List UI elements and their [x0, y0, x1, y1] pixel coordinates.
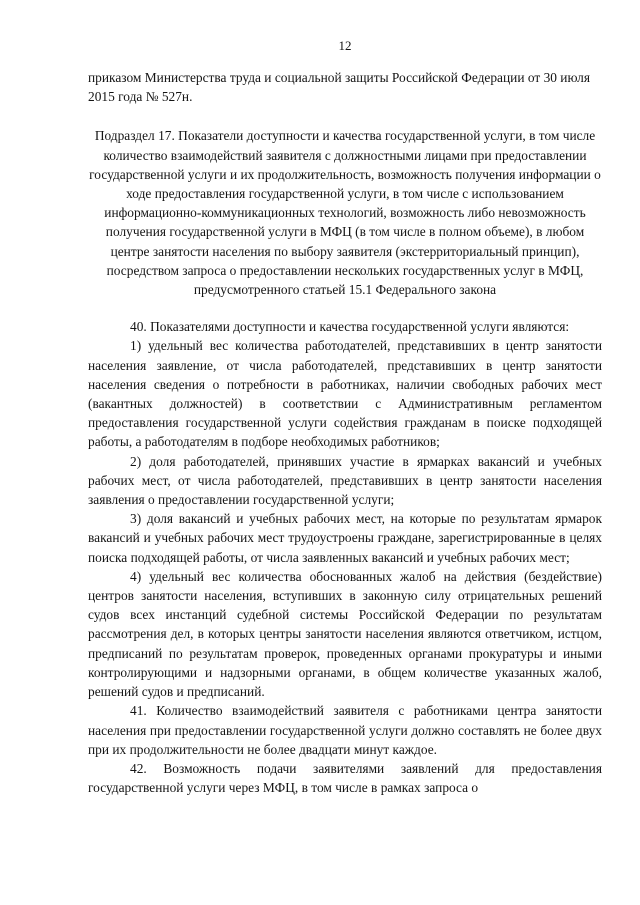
paragraph-40-item-2: 2) доля работодателей, принявших участие в ярмарках вакансий и учебных рабочих мест, от числа работодателей, представивших в центр занятости населения заявления о предоставлении государственной услуги;	[88, 453, 602, 508]
paragraph-41: 41. Количество взаимодействий заявителя с работниками центра занятости населения при предоставлении государственной услуги должно составлять не более двух при их продолжительности не более двадцати минут каждое.	[88, 703, 602, 757]
paragraph-40-item-1: 1) удельный вес количества работодателей, представивших в центр занятости населения заявление, от числа работодателей, представивших в центр занятости населения сведения о потребности в работниках, наличии свободных рабочих мест (вакантных должностей) в соответствии с Административным регламентом предоставления государственной услуги содействия гражданам в поиске подходящей работы, а работодателям в подборе необходимых работников;	[88, 338, 602, 450]
paragraph-40: 40. Показателями доступности и качества государственной услуги являются:	[130, 319, 570, 335]
paragraph-42: 42. Возможность подачи заявителями заявлений для предоставления государственной услуги через МФЦ, в том числе в рамках запроса о	[88, 760, 602, 796]
paragraph-40-item-3: 3) доля вакансий и учебных рабочих мест, на которые по результатам ярмарок вакансий и учебных рабочих мест трудоустроены граждане, зарегистрированные в целях поиска подходящей работы, от числа заявленных вакансий и учебных рабочих мест;	[88, 511, 602, 565]
paragraph-40-item-4: 4) удельный вес количества обоснованных жалоб на действия (бездействие) центров занятости населения, вступивших в законную силу отрицательных решений судов всех инстанций судебной системы Российской Федерации по результатам рассмотрения дел, в которых центры занятости населения являются ответчиком, истцом, предписаний по результатам проверок, проведенных органами прокуратуры и иными контролирующими и надзорными органами, в общем количестве указанных жалоб, решений судов и предписаний.	[88, 568, 602, 700]
subsection-title: Подраздел 17. Показатели доступности и качества государственной услуги, в том числе количество взаимодействий заявителя с должностными лицами при предоставлении государственной услуги и их продолжительность, возможность получения информации о ходе предоставления государственной услуги, в том числе с использованием информационно-коммуникационных технологий, возможность либо невозможность получения государственной услуги в МФЦ (в том числе в полном объеме), в любом центре занятости населения по выбору заявителя (экстерриториальный принцип), посредством запроса о предоставлении нескольких государственных услуг в МФЦ, предусмотренного статьей 15.1 Федерального закона	[89, 128, 601, 298]
document-page	[88, 38, 602, 797]
intro-text: приказом Министерства труда и социальной защиты Российской Федерации от 30 июля 2015 года № 527н.	[88, 70, 590, 105]
page-number: 12	[338, 38, 352, 53]
